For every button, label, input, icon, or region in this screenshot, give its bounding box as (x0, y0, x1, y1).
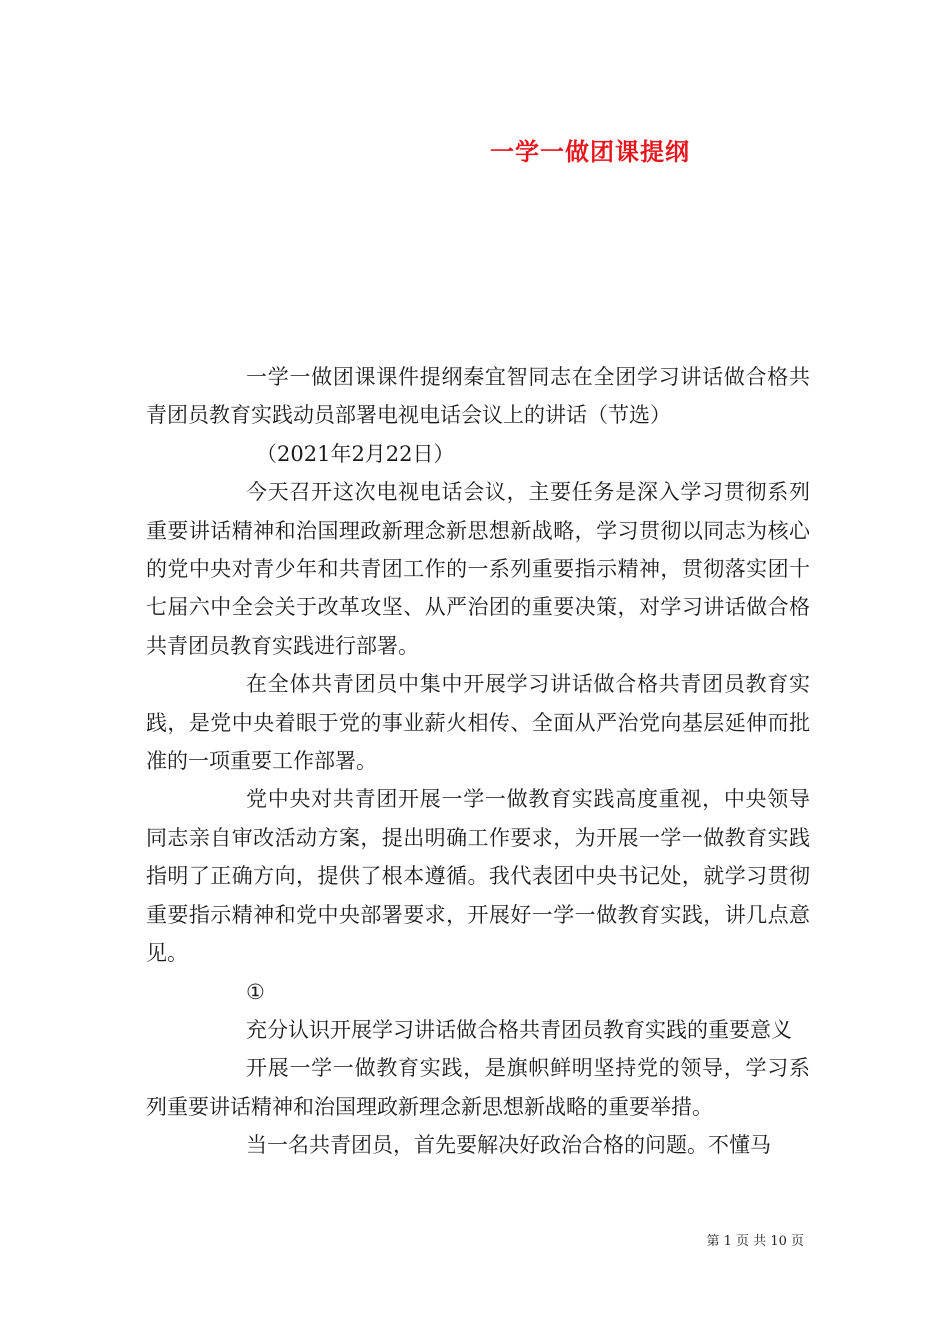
paragraph-intro: 一学一做团课课件提纲秦宜智同志在全团学习讲话做合格共青团员教育实践动员部署电视电话会议上的讲话（节选） (146, 365, 810, 428)
page-number-footer: 第 1 页 共 10 页 (706, 1234, 804, 1249)
section-number: ① (246, 979, 265, 1004)
section-heading: 充分认识开展学习讲话做合格共青团员教育实践的重要意义 (246, 1017, 792, 1042)
paragraph: 党中央对共青团开展一学一做教育实践高度重视，中央领导同志亲自审改活动方案，提出明确工作要求，为开展一学一做教育实践指明了正确方向，提供了根本遵循。我代表团中央书记处，就学习贯彻重要指示精神和党中央部署要求，开展好一学一做教育实践，讲几点意见。 (146, 787, 810, 966)
paragraph: 当一名共青团员，首先要解决好政治合格的问题。不懂马 (246, 1133, 771, 1158)
paragraph-date: （2021年2月22日） (256, 441, 455, 466)
paragraph: 今天召开这次电视电话会议，主要任务是深入学习贯彻系列重要讲话精神和治国理政新理念新思想新战略，学习贯彻以同志为核心的党中央对青少年和共青团工作的一系列重要指示精神，贯彻落实团十七届六中全会关于改革攻坚、从严治团的重要决策，对学习讲话做合格共青团员教育实践进行部署。 (146, 480, 810, 658)
paragraph: 开展一学一做教育实践，是旗帜鲜明坚持党的领导，学习系列重要讲话精神和治国理政新理念新思想新战略的重要举措。 (146, 1056, 810, 1119)
document-body (146, 358, 810, 1165)
document-title: 一学一做团课提纲 (490, 137, 690, 166)
paragraph: 在全体共青团员中集中开展学习讲话做合格共青团员教育实践，是党中央着眼于党的事业薪火相传、全面从严治党向基层延伸而批准的一项重要工作部署。 (146, 672, 810, 774)
